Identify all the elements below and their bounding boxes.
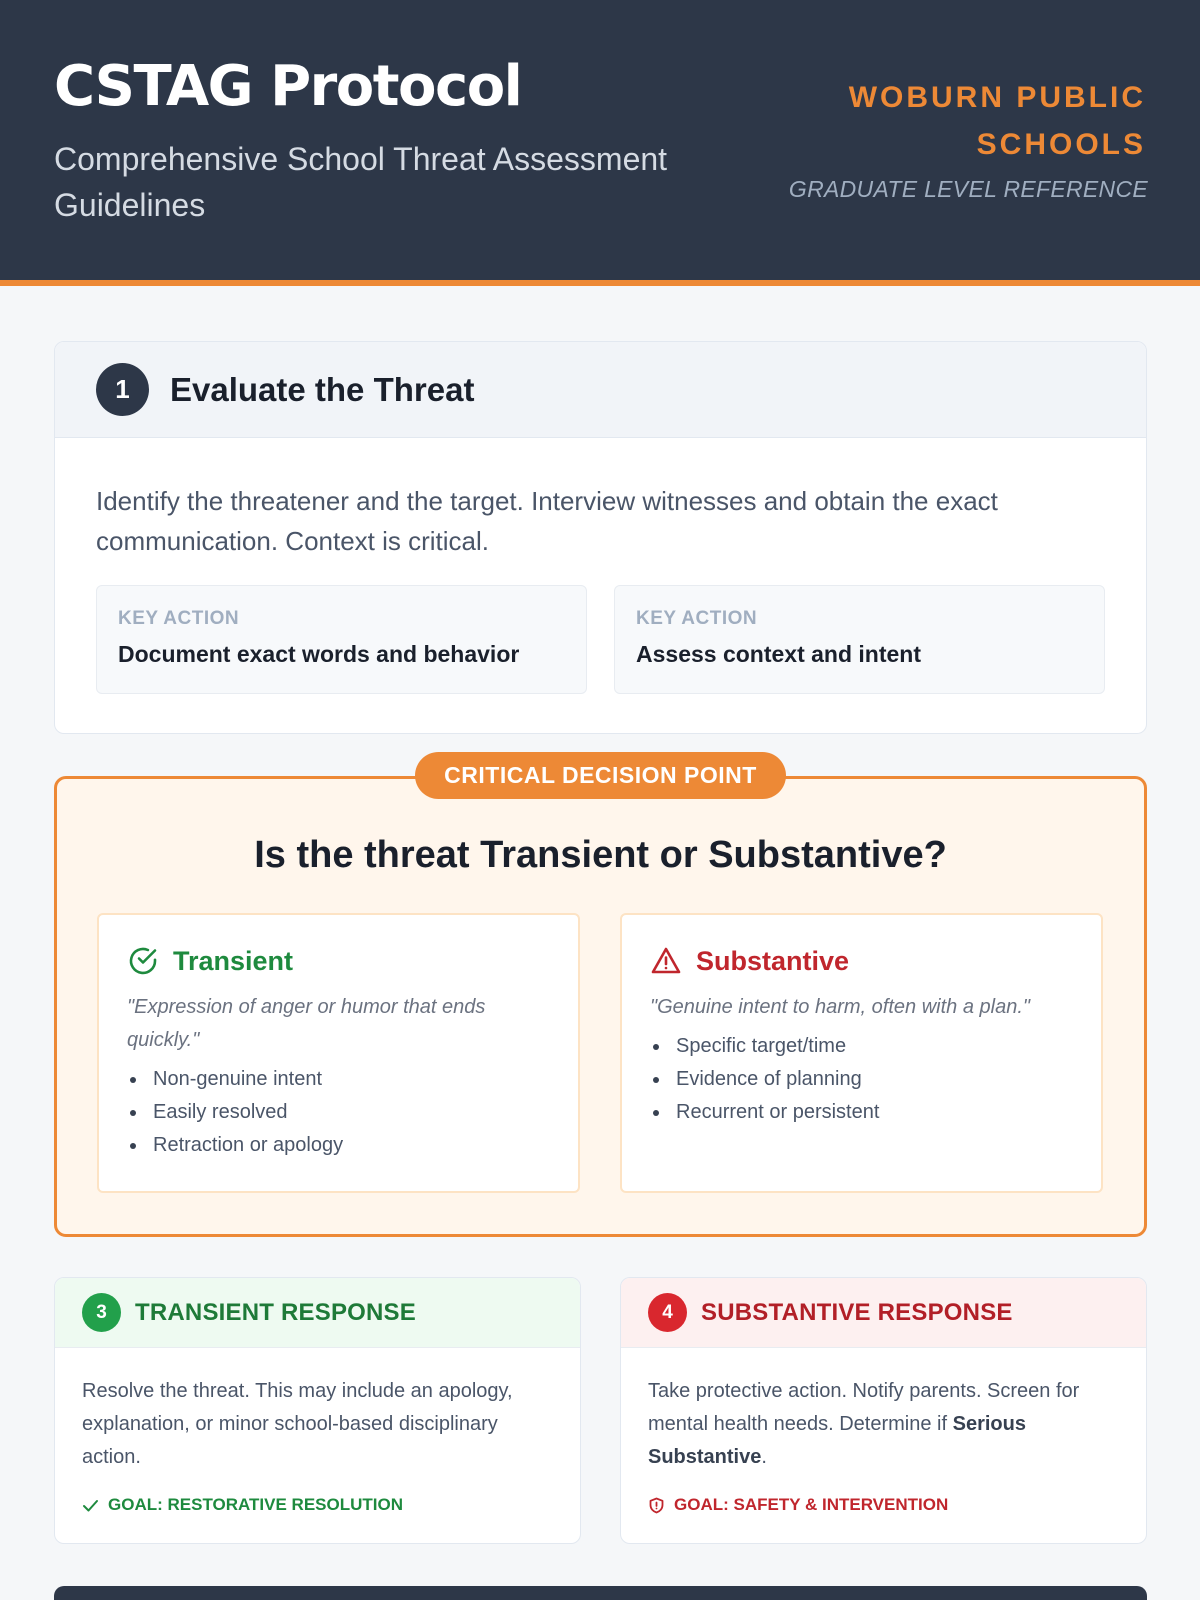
page-title: CSTAG Protocol [54,54,522,119]
list-item: Non-genuine intent [127,1063,550,1096]
list-item: Specific target/time [650,1030,1073,1063]
checkmark-icon [82,1497,99,1514]
transient-goal-text: GOAL: RESTORATIVE RESOLUTION [108,1495,403,1514]
key-action-box [96,585,587,694]
substantive-card [620,913,1103,1193]
transient-criteria-list [127,1063,550,1162]
transient-response-title: TRANSIENT RESPONSE [135,1298,416,1326]
list-item: Easily resolved [127,1096,550,1129]
transient-goal [82,1495,403,1515]
serious-substantive-emphasis: Serious Substantive [648,1413,1026,1468]
substantive-criteria-list [650,1030,1073,1129]
substantive-goal-text: GOAL: SAFETY & INTERVENTION [674,1495,949,1514]
step-number-badge: 1 [96,363,149,416]
step-number-badge: 4 [648,1293,687,1332]
organization-name: WOBURN PUBLIC SCHOOLS [848,81,1146,161]
transient-card [97,913,580,1193]
substantive-response-text: Take protective action. Notify parents. Screen for mental health needs. Determine if [648,1380,1080,1435]
substantive-goal [648,1495,948,1515]
substantive-response-body [648,1375,1123,1474]
next-section-panel [54,1586,1147,1600]
page-subtitle: Comprehensive School Threat Assessment Guidelines [54,141,668,223]
list-item: Evidence of planning [650,1063,1073,1096]
step-number-badge: 3 [82,1293,121,1332]
transient-response-body: Resolve the threat. This may include an apology, explanation, or minor school-based disciplinary action. [82,1380,513,1468]
warning-triangle-icon [650,945,682,977]
list-item: Retraction or apology [127,1129,550,1162]
step-evaluate-card [54,341,1147,734]
substantive-response-card [620,1277,1147,1544]
transient-label: Transient [173,945,294,976]
transient-definition: "Expression of anger or humor that ends quickly." [127,996,486,1051]
key-action-box [614,585,1105,694]
transient-response-card [54,1277,581,1544]
decision-question: Is the threat Transient or Substantive? [254,834,947,876]
substantive-definition: "Genuine intent to harm, often with a plan." [650,996,1030,1018]
substantive-response-title: SUBSTANTIVE RESPONSE [701,1298,1013,1326]
key-action-label: KEY ACTION [636,608,758,629]
substantive-label: Substantive [696,945,850,976]
key-action-label: KEY ACTION [118,608,240,629]
substantive-response-end: . [761,1446,767,1468]
organization-tagline: GRADUATE LEVEL REFERENCE [788,176,1148,202]
list-item: Recurrent or persistent [650,1096,1073,1129]
key-action-value: Assess context and intent [636,641,922,667]
step-evaluate-title: Evaluate the Threat [170,370,475,408]
key-action-value: Document exact words and behavior [118,641,520,667]
check-circle-icon [127,945,159,977]
page-header [0,0,1200,286]
step-evaluate-header [55,342,1146,438]
decision-point-badge: CRITICAL DECISION POINT [415,752,786,799]
step-evaluate-description: Identify the threatener and the target. Interview witnesses and obtain the exact communication. Context is critical. [96,486,998,556]
shield-icon [648,1497,665,1514]
